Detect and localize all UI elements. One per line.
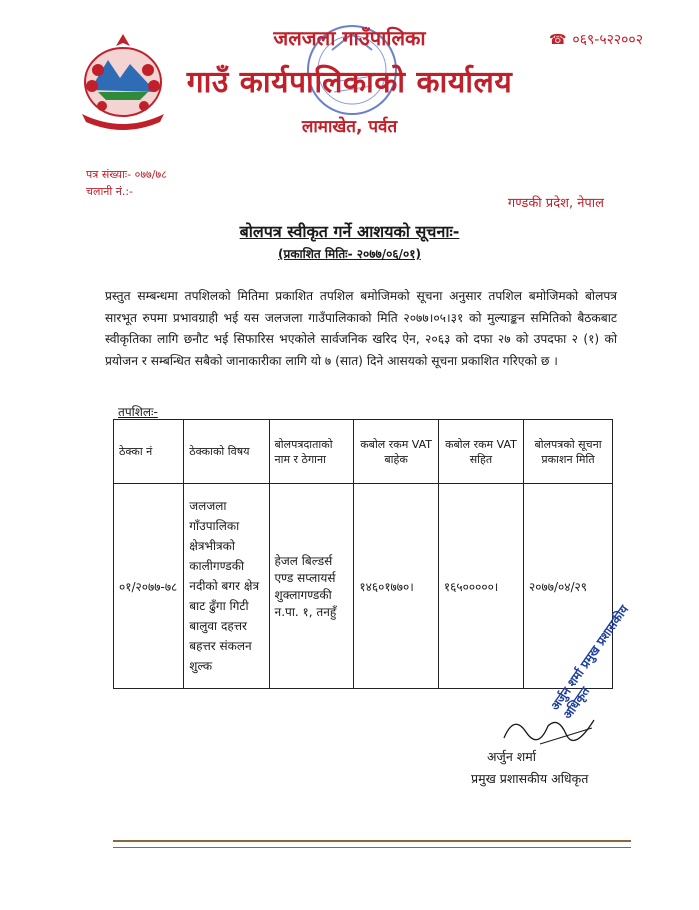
footer-divider (113, 840, 631, 842)
province-label: गण्डकी प्रदेश, नेपाल (507, 196, 604, 211)
notice-title: बोलपत्र स्वीकृत गर्ने आशयको सूचनाः- (239, 222, 460, 241)
published-date: (प्रकाशित मितिः- २०७७/०६/०१) (278, 247, 421, 261)
officer-stamp: अर्जुन शर्मा प्रमुख प्रशासकीय अधिकृत (548, 602, 632, 722)
column-header: कबोल रकम VAT सहित (438, 420, 523, 484)
table-header-row (114, 420, 613, 484)
footer-divider-thin (113, 847, 631, 848)
phone-text: ०६९-५२२००२ (572, 32, 643, 48)
column-header: बोलपत्रको सूचना प्रकाशन मिति (524, 420, 613, 484)
signer-designation: प्रमुख प्रशासकीय अधिकृत (471, 771, 589, 786)
notice-body: प्रस्तुत सम्बन्धमा तपशिलको मितिमा प्रकाशित तपशिल बमोजिमको सूचना अनुसार तपशिल बमोजिमको बोलपत्र सारभूत रुपमा प्रभावग्राही भई यस जलजला गाउँपालिकाको मिति २०७७।०५।३१ को मुल्याङ्कन समितिको बैठकबाट स्वीकृतिका लागि छनौट भई सिफारिस भएकोले सार्वजनिक खरिद ऐन, २०६३ को दफा २७ को उपदफा २ (१) को प्रयोजन र सम्बन्धित सबैको जानाकारीका लागि यो ७ (सात) दिने आसयको सूचना प्रकाशित गरिएको छ । (105, 289, 617, 368)
telephone-icon: ☎ (548, 32, 567, 48)
column-header: ठेक्का नं (114, 420, 184, 484)
office-name: गाउँ कार्यपालिकाको कार्यालय (186, 65, 513, 100)
schedule-label: तपशिलः- (118, 405, 158, 419)
schedule-table (113, 419, 613, 689)
letter-number: पत्र संख्याः- ०७७/७८ (86, 168, 167, 181)
dispatch-number: चलानी नं.:- (86, 185, 134, 198)
column-header: ठेक्काको विषय (184, 420, 269, 484)
municipality-name: जलजला गाउँपालिका (273, 26, 426, 50)
contract-subject-cell: जलजला गाँउपालिका क्षेत्रभीत्रको कालीगण्डकी नदीको बगर क्षेत्र बाट ढुँगा गिटी बालुवा दहत्तर बहत्तर संकलन शुल्क (184, 484, 269, 689)
amount-incl-vat-cell: १६५०००००। (438, 484, 523, 689)
table-row (114, 484, 613, 689)
signer-name: अर्जुन शर्मा (487, 749, 536, 764)
office-address: लामाखेत, पर्वत (301, 117, 398, 137)
phone-number (549, 30, 643, 49)
column-header: कबोल रकम VAT बाहेक (354, 420, 439, 484)
column-header: बोलपत्रदाताको नाम र ठेगाना (269, 420, 354, 484)
notice-date-cell: २०७७/०४/२९ (524, 484, 613, 689)
handwritten-signature-icon (500, 708, 600, 748)
amount-excl-vat-cell: १४६०१७७०। (354, 484, 439, 689)
contract-number-cell: ०१/२०७७-७८ (114, 484, 184, 689)
bidder-cell: हेजल बिल्डर्स एण्ड सप्लायर्स शुक्लागण्डकी न.पा. १, तनहुँ (269, 484, 354, 689)
